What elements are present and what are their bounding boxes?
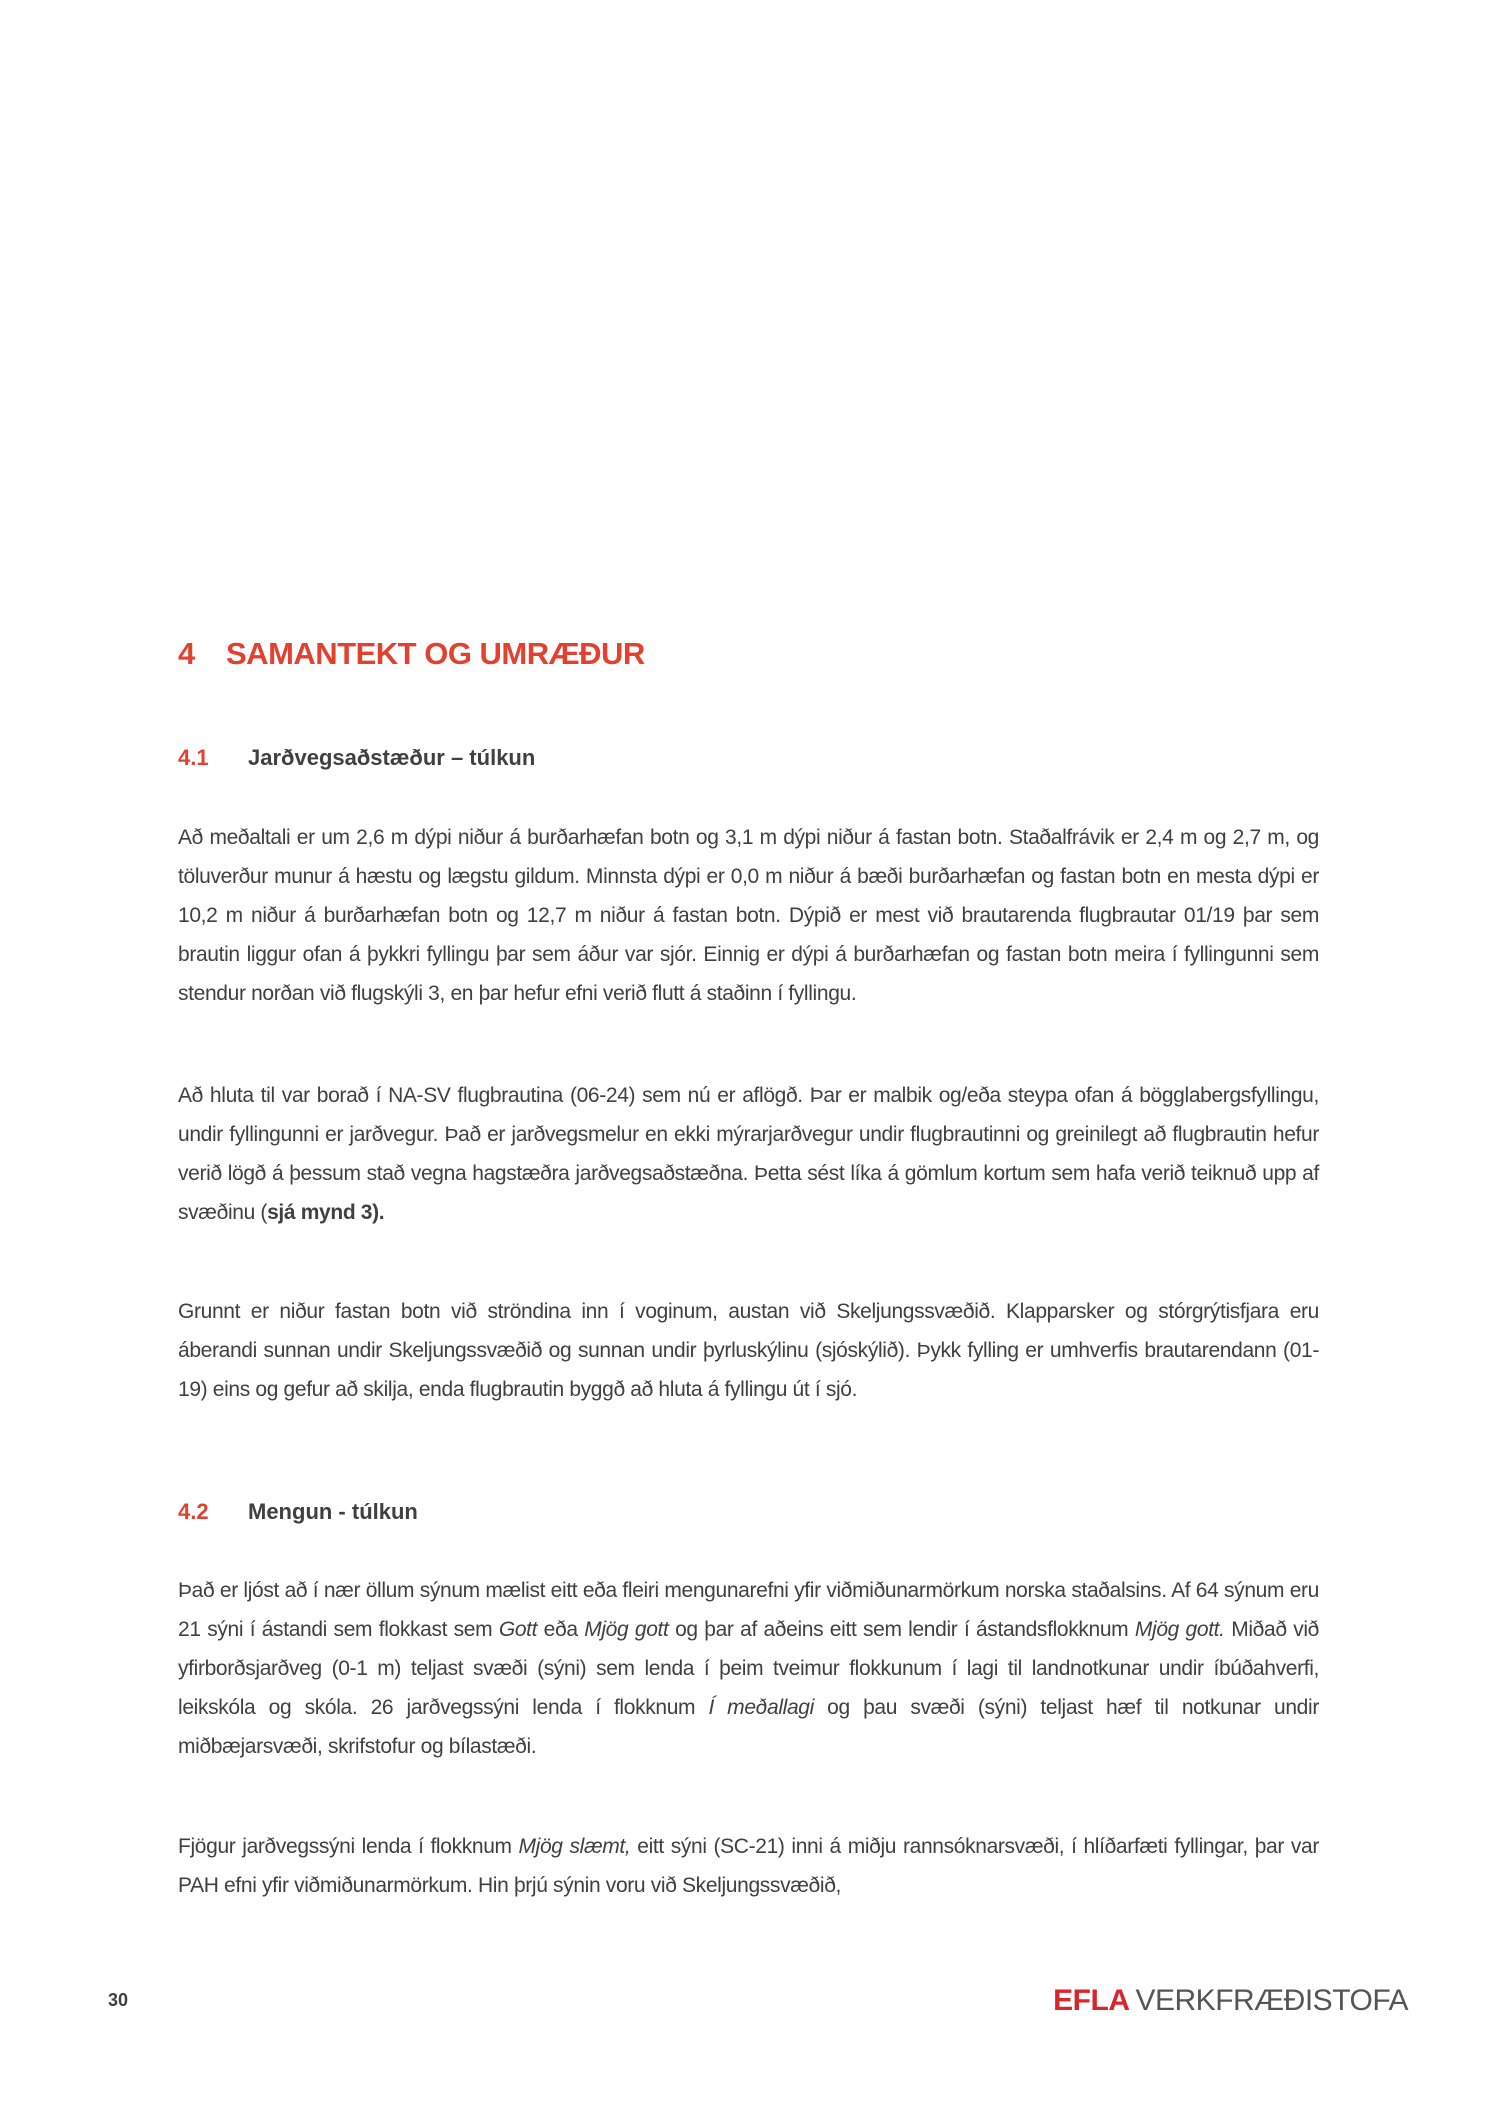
paragraph: Að meðaltali er um 2,6 m dýpi niður á burðarhæfan botn og 3,1 m dýpi niður á fastan botn. Staðalfrávik er 2,4 m og 2,7 m, og töluverður munur á hæstu og lægstu gildum. Minnsta dýpi er 0,0 m niður á bæði burðarhæfan og fastan botn en mesta dýpi er 10,2 m niður á burðarhæfan botn og 12,7 m niður á fastan botn. Dýpið er mest við brautarenda flugbrautar 01/19 þar sem brautin liggur ofan á þykkri fyllingu þar sem áður var sjór. Einnig er dýpi á burðarhæfan og fastan botn meira í fyllingunni sem stendur norðan við flugskýli 3, en þar hefur efni verið flutt á staðinn í fyllingu. [178, 826, 1319, 1005]
text: Það er ljóst að í nær öllum sýnum mælist eitt eða fleiri mengunarefni yfir viðmiðunarmörkum norska staðalsins. Af 64 sýnum eru 21 sýni í ástandi sem flokkast sem [178, 1579, 1319, 1641]
text: og þar af aðeins eitt sem lendir í ástandsflokknum [668, 1618, 1135, 1641]
text: Fjögur jarðvegssýni lenda í flokknum [178, 1835, 519, 1858]
text: eða [537, 1618, 585, 1641]
text: Að hluta til var borað í NA-SV flugbrautina (06-24) sem nú er aflögð. Þar er malbik og/eða steypa ofan á bögglabergsfyllingu, undir fyllingunni er jarðvegur. Það er jarðvegsmelur en ekki mýrarjarðvegur undir flugbrautinni og greinilegt að flugbrautin hefur verið lögð á þessum stað vegna hagstæðra jarðvegsaðstæðna. Þetta sést líka á gömlum kortum sem hafa verið teiknuð upp af svæðinu ( [178, 1084, 1319, 1224]
category-term: Í meðallagi [708, 1696, 814, 1719]
text: og þau svæði (sýni) teljast hæf til notkunar undir miðbæjarsvæði, skrifstofur og bílastæði. [178, 1696, 1319, 1758]
chapter-number: 4 [178, 636, 195, 671]
text: eitt sýni (SC-21) inni á miðju rannsóknarsvæði, í hlíðarfæti fyllingar, þar var PAH efni yfir viðmiðunarmörkum. Hin þrjú sýnin voru við Skeljungssvæðið, [178, 1835, 1319, 1897]
category-term: Mjög slæmt, [518, 1835, 631, 1858]
paragraph: Grunnt er niður fastan botn við ströndina inn í voginum, austan við Skeljungssvæðið. Klapparsker og stórgrýtisfjara eru áberandi sunnan undir Skeljungssvæðið og sunnan undir þyrluskýlinu (sjóskýlið). Þykk fylling er umhverfis brautarendann (01-19) eins og gefur að skilja, enda flugbrautin byggð að hluta á fyllingu út í sjó. [178, 1300, 1319, 1401]
paragraph [178, 1571, 1319, 1766]
paragraph [178, 1076, 1319, 1232]
chapter-heading [178, 636, 645, 672]
logo-subtitle: VERKFRÆÐISTOFA [1135, 1984, 1408, 2017]
category-term: Gott [498, 1618, 538, 1641]
section-heading-4-1 [178, 745, 535, 771]
section-heading-4-2 [178, 1499, 418, 1525]
efla-logo [1053, 1984, 1408, 2018]
figure-reference: sjá mynd 3). [267, 1201, 385, 1224]
category-term: Mjög gott. [1134, 1618, 1225, 1641]
category-term: Mjög gott [584, 1618, 669, 1641]
page-number: 30 [108, 1990, 129, 2010]
logo-brand: EFLA [1053, 1984, 1130, 2017]
section-number: 4.1 [178, 745, 209, 770]
section-title: Mengun - túlkun [248, 1499, 418, 1524]
section-title: Jarðvegsaðstæður – túlkun [248, 745, 536, 770]
text: Miðað við yfirborðsjarðveg (0-1 m) teljast svæði (sýni) sem lenda í þeim tveimur flokkunum í lagi til landnotkunar undir íbúðahverfi, leikskóla og skóla. 26 jarðvegssýni lenda í flokknum [178, 1618, 1319, 1719]
chapter-title: SAMANTEKT OG UMRÆÐUR [226, 636, 645, 671]
section-number: 4.2 [178, 1499, 209, 1524]
paragraph [178, 1827, 1319, 1905]
